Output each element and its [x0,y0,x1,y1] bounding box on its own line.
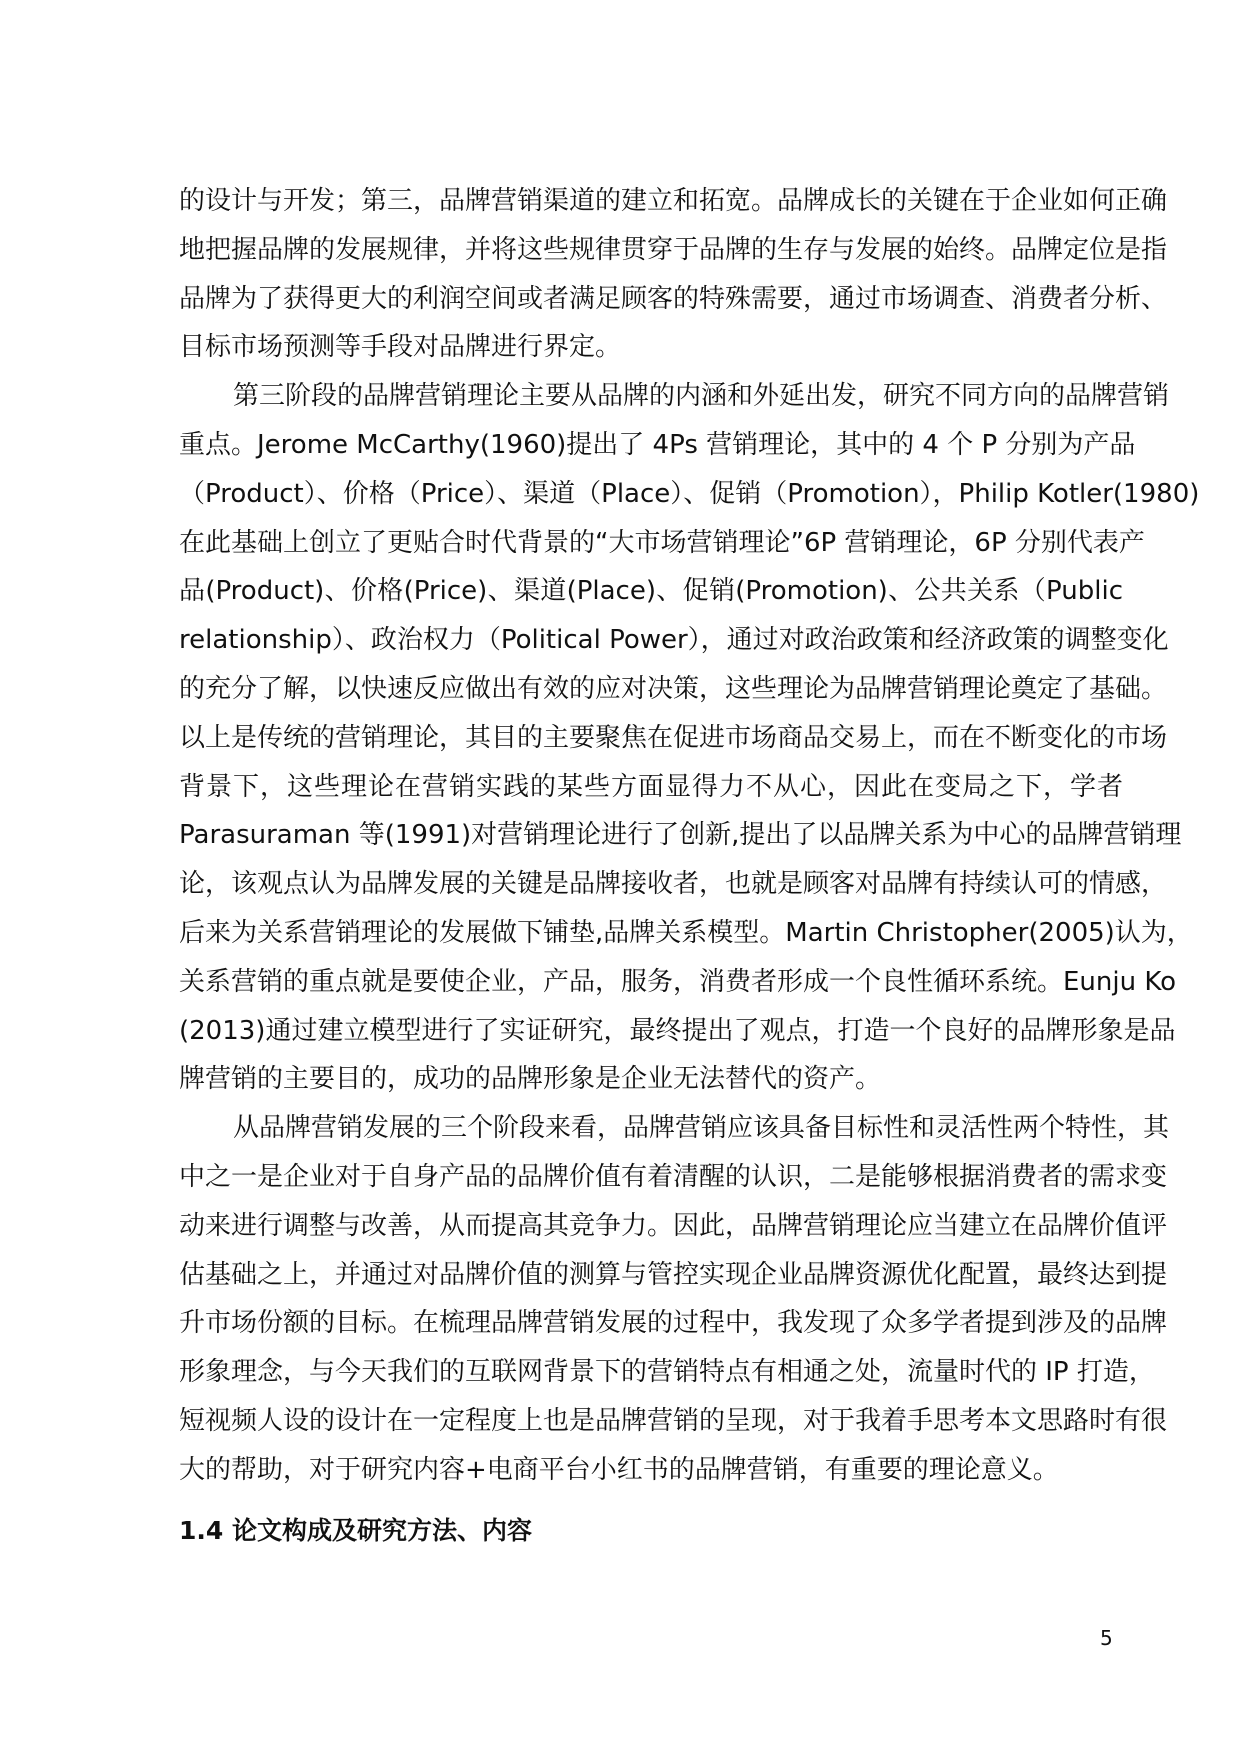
text-line: 论，该观点认为品牌发展的关键是品牌接收者，也就是顾客对品牌有持续认可的情感， [179,869,1168,900]
text-line: 升市场份额的目标。在梳理品牌营销发展的过程中，我发现了众多学者提到涉及的品牌 [179,1308,1168,1339]
text-line: 背景下，这些理论在营销实践的某些方面显得力不从心，因此在变局之下，学者 [179,771,1123,802]
section-heading: 1.4 论文构成及研究方法、内容 [179,1516,532,1545]
text-line: 关系营销的重点就是要使企业，产品，服务，消费者形成一个良性循环系统。Eunju Ko [179,966,1177,997]
text-line: 在此基础上创立了更贴合时代背景的“大市场营销理论”6P 营销理论，6P 分别代表产 [179,527,1145,558]
text-line: 重点。Jerome McCarthy(1960)提出了 4Ps 营销理论，其中的 4 个 P 分别为产品 [179,429,1136,460]
paragraph [179,372,1200,1104]
text-line: 从品牌营销发展的三个阶段来看，品牌营销应该具备目标性和灵活性两个特性，其 [233,1113,1170,1144]
text-line: 大的帮助，对于研究内容+电商平台小红书的品牌营销，有重要的理论意义。 [179,1454,1059,1485]
text-line: 品(Product)、价格(Price)、渠道(Place)、促销(Promotion)、公共关系（Public [179,576,1123,607]
text-line: 牌营销的主要目的，成功的品牌形象是企业无法替代的资产。 [179,1064,882,1095]
text-line: 的设计与开发；第三，品牌营销渠道的建立和拓宽。品牌成长的关键在于企业如何正确 [179,186,1168,216]
text-line: 估基础之上，并通过对品牌价值的测算与管控实现企业品牌资源优化配置，最终达到提 [179,1259,1168,1290]
page-number: 5 [1100,1626,1113,1650]
text-line: 品牌为了获得更大的利润空间或者满足顾客的特殊需要，通过市场调查、消费者分析、 [179,283,1168,314]
text-line: 地把握品牌的发展规律，并将这些规律贯穿于品牌的生存与发展的始终。品牌定位是指 [179,234,1168,265]
body-text [179,177,1200,1495]
text-line: 以上是传统的营销理论，其目的主要聚焦在促进市场商品交易上，而在不断变化的市场 [179,722,1168,753]
text-line: relationship）、政治权力（Political Power），通过对政治政策和经济政策的调整变化 [179,625,1169,656]
text-line: 短视频人设的设计在一定程度上也是品牌营销的呈现，对于我着手思考本文思路时有很 [179,1405,1168,1436]
text-line: 动来进行调整与改善，从而提高其竞争力。因此，品牌营销理论应当建立在品牌价值评 [179,1210,1168,1241]
text-line: 中之一是企业对于自身产品的品牌价值有着清醒的认识，二是能够根据消费者的需求变 [179,1161,1168,1192]
paragraph [179,177,1168,372]
text-line: （Product）、价格（Price）、渠道（Place）、促销（Promotion），Philip Kotler(1980) [179,478,1200,509]
text-line: 的充分了解，以快速反应做出有效的应对决策，这些理论为品牌营销理论奠定了基础。 [179,673,1168,704]
text-line: 形象理念，与今天我们的互联网背景下的营销特点有相通之处，流量时代的 IP 打造， [179,1357,1155,1388]
text-line: (2013)通过建立模型进行了实证研究，最终提出了观点，打造一个良好的品牌形象是品 [179,1015,1176,1046]
text-line: 后来为关系营销理论的发展做下铺垫,品牌关系模型。Martin Christopher(2005)认为， [179,917,1193,948]
text-line: Parasuraman 等(1991)对营销理论进行了创新,提出了以品牌关系为中心的品牌营销理 [179,820,1182,851]
text-line: 第三阶段的品牌营销理论主要从品牌的内涵和外延出发，研究不同方向的品牌营销 [233,381,1170,412]
text-line: 目标市场预测等手段对品牌进行界定。 [179,332,622,363]
paragraph [179,1104,1170,1494]
